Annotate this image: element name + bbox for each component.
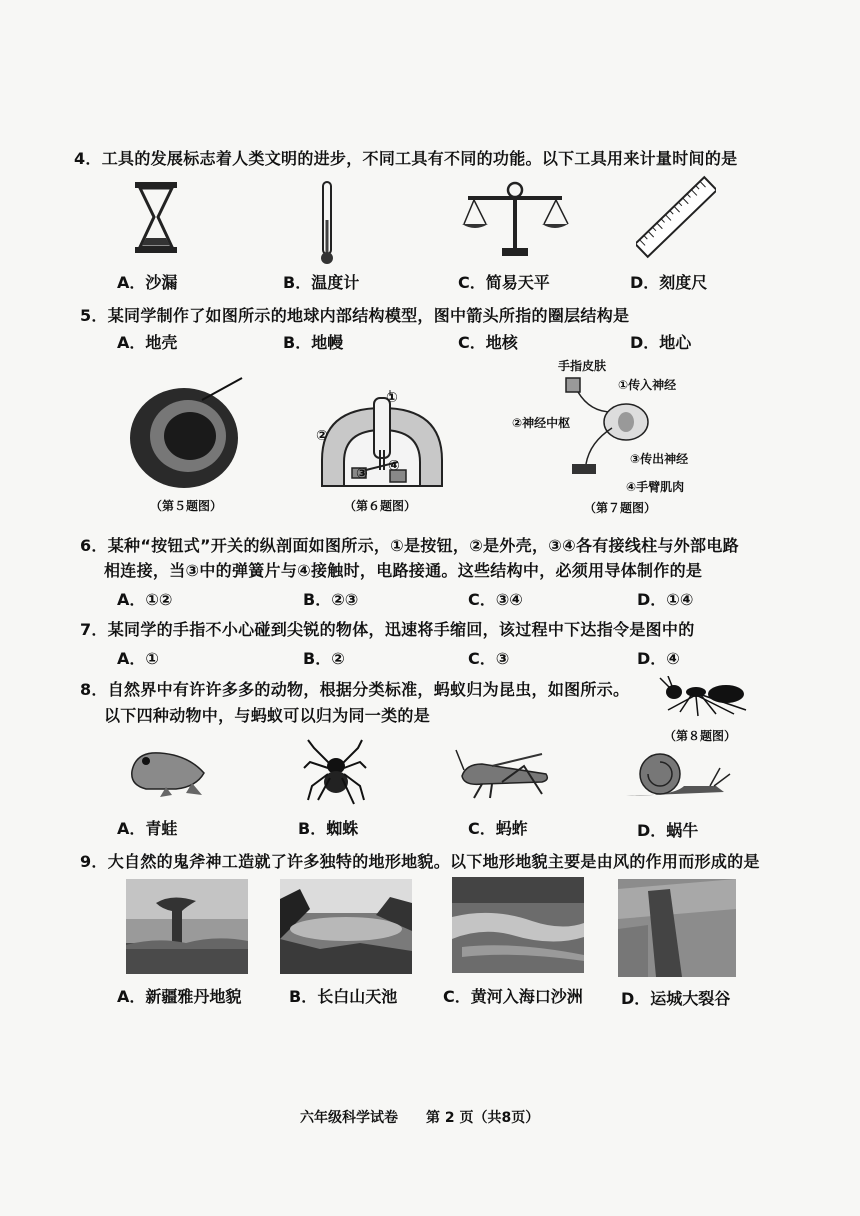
- fig6-label-4: ④: [388, 458, 400, 474]
- q6-option-b: B．②③: [303, 590, 359, 609]
- q6-option-a: A．①②: [117, 590, 173, 609]
- yardang-photo: [126, 879, 248, 974]
- frog-image: [126, 743, 210, 799]
- balance-image: [460, 180, 570, 260]
- spider-image: [302, 738, 368, 808]
- q7-option-d: D．④: [637, 649, 680, 668]
- fig7-caption: （第７题图）: [584, 501, 657, 515]
- fig6-caption: （第６题图）: [344, 499, 417, 513]
- fig7-label-2: ②神经中枢: [512, 416, 571, 430]
- fig7-label-3: ③传出神经: [630, 452, 689, 466]
- q4-option-a: A．沙漏: [117, 273, 178, 292]
- question-5-text: 5．某同学制作了如图所示的地球内部结构模型，图中箭头所指的圈层结构是: [80, 306, 630, 325]
- q9-option-c: C．黄河入海口沙洲: [443, 987, 583, 1006]
- fig6-label-1: ①: [386, 390, 398, 406]
- fig7-label-4: ④手臂肌肉: [626, 480, 685, 494]
- fig7-label-skin: 手指皮肤: [558, 359, 607, 373]
- q6-option-d: D．①④: [637, 590, 694, 609]
- q9-option-d: D．运城大裂谷: [621, 989, 731, 1008]
- ant-image: [654, 676, 758, 720]
- question-8-line2: 以下四种动物中，与蚂蚁可以归为同一类的是: [104, 706, 431, 725]
- q7-option-a: A．①: [117, 649, 159, 668]
- switch-diagram: [318, 390, 448, 490]
- question-4-text: 4．工具的发展标志着人类文明的进步，不同工具有不同的功能。以下工具用来计量时间的是: [74, 149, 738, 168]
- fig7-label-1: ①传入神经: [618, 378, 677, 392]
- q7-option-c: C．③: [468, 649, 510, 668]
- reflex-arc-diagram: [560, 372, 660, 482]
- q4-option-c: C．简易天平: [458, 273, 550, 292]
- page-footer: 六年级科学试卷 第 2 页（共8页）: [300, 1110, 540, 1126]
- q9-option-a: A．新疆雅丹地貌: [117, 987, 242, 1006]
- rift-valley-photo: [618, 879, 736, 977]
- thermometer-image: [318, 180, 336, 266]
- q5-option-a: A．地壳: [117, 333, 178, 352]
- fig6-label-2: ②: [316, 428, 328, 444]
- q9-option-b: B．长白山天池: [289, 987, 398, 1006]
- grasshopper-image: [452, 746, 556, 802]
- question-7-text: 7．某同学的手指不小心碰到尖锐的物体，迅速将手缩回，该过程中下达指令是图中的: [80, 620, 695, 639]
- q6-option-c: C．③④: [468, 590, 523, 609]
- question-8-line1: 8．自然界中有许许多多的动物，根据分类标准，蚂蚁归为昆虫，如图所示。: [80, 680, 630, 699]
- question-6-line2: 相连接，当③中的弹簧片与④接触时，电路接通。这些结构中，必须用导体制作的是: [104, 561, 703, 580]
- q8-option-c: C．蚂蚱: [468, 819, 528, 838]
- fig5-caption: （第５题图）: [150, 499, 223, 513]
- q5-option-d: D．地心: [630, 333, 692, 352]
- question-6-line1: 6．某种“按钮式”开关的纵剖面如图所示，①是按钮，②是外壳，③④各有接线柱与外部电路: [80, 536, 739, 555]
- q8-option-a: A．青蛙: [117, 819, 178, 838]
- q4-option-d: D．刻度尺: [630, 273, 708, 292]
- q8-option-b: B．蜘蛛: [298, 819, 359, 838]
- q5-option-b: B．地幔: [283, 333, 344, 352]
- delta-photo: [452, 877, 584, 973]
- question-9-text: 9．大自然的鬼斧神工造就了许多独特的地形地貌。以下地形地貌主要是由风的作用而形成的是: [80, 852, 760, 871]
- ruler-image: [636, 172, 716, 262]
- tianchi-photo: [280, 879, 412, 974]
- snail-image: [624, 752, 734, 800]
- earth-model-image: [128, 376, 248, 492]
- q4-option-b: B．温度计: [283, 273, 360, 292]
- fig8-caption: （第８题图）: [664, 729, 737, 743]
- hourglass-image: [132, 180, 180, 255]
- q5-option-c: C．地核: [458, 333, 518, 352]
- q7-option-b: B．②: [303, 649, 345, 668]
- fig6-label-3: ③: [356, 466, 368, 482]
- q8-option-d: D．蜗牛: [637, 821, 699, 840]
